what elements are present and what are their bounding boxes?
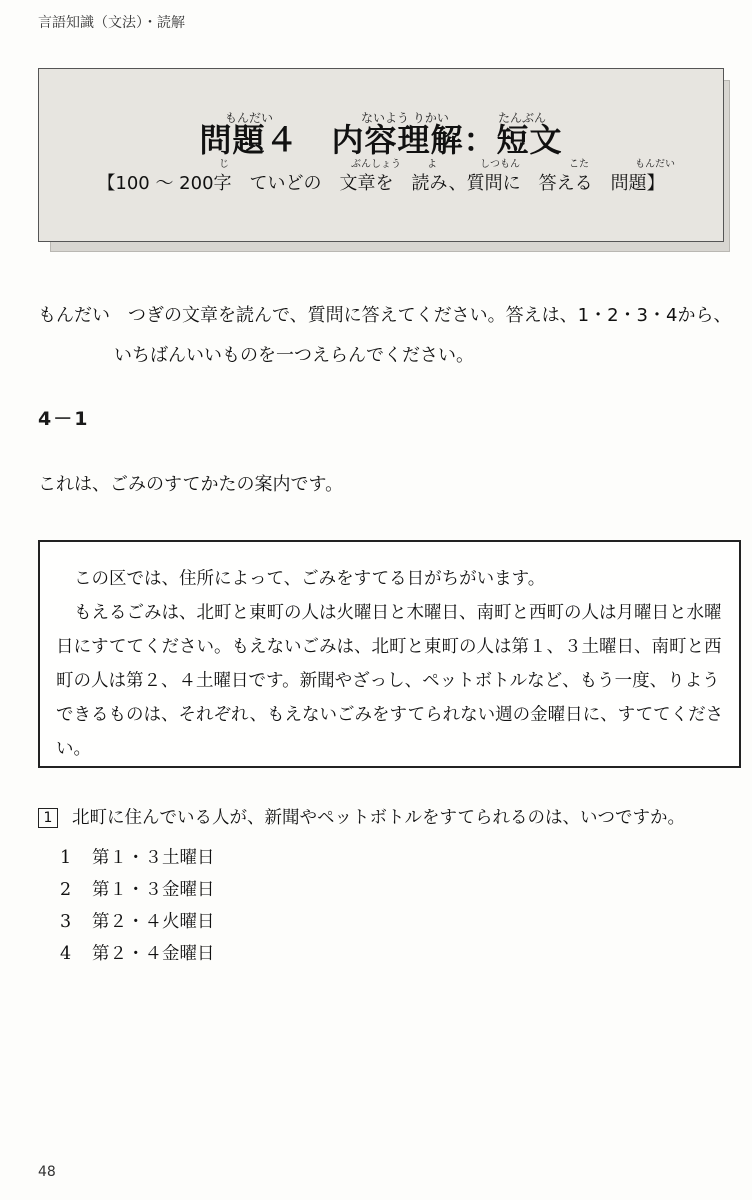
section-title: 問題４ 内容理解：短文 — [199, 121, 563, 159]
answer-choices — [60, 842, 215, 970]
choice-2[interactable] — [60, 874, 215, 906]
page-number: 48 — [38, 1164, 56, 1180]
problem-number: 4－1 — [38, 408, 90, 430]
choice-text: 第２・４金曜日 — [92, 944, 215, 964]
notice-box — [38, 540, 741, 768]
choice-number: 1 — [60, 848, 72, 868]
furigana-naiyourikai: ないよう りかい — [361, 111, 449, 125]
furigana-mondai: もんだい — [225, 111, 274, 125]
furigana-bunshou: ぶんしょう — [351, 159, 401, 170]
furigana-ji: じ — [219, 159, 229, 170]
instruction-line-2: いちばんいいものを一つえらんでください。 — [114, 345, 474, 366]
question — [38, 804, 685, 829]
furigana-yo: よ — [427, 159, 437, 170]
section-subtitle: 【100 ～ 200字 ていどの 文章を 読み、質問に 答える 問題】 — [97, 173, 665, 194]
choice-text: 第１・３金曜日 — [92, 880, 215, 900]
notice-paragraph-1: この区では、住所によって、ごみをすてる日がちがいます。 — [74, 569, 546, 589]
choice-number: 4 — [60, 944, 72, 964]
instruction-line-1: もんだい つぎの文章を読んで、質問に答えてください。答えは、1・2・3・4から、 — [38, 305, 732, 326]
choice-text: 第１・３土曜日 — [92, 848, 215, 868]
passage-intro: これは、ごみのすてかたの案内です。 — [38, 474, 344, 495]
choice-text: 第２・４火曜日 — [92, 912, 215, 932]
question-number-box: 1 — [38, 808, 58, 828]
choice-number: 3 — [60, 912, 72, 932]
running-head: 言語知識（文法）・読解 — [38, 15, 185, 31]
instructions — [38, 296, 731, 376]
furigana-tanbun: たんぶん — [498, 111, 547, 125]
section-banner — [38, 68, 724, 242]
choice-4[interactable] — [60, 938, 215, 970]
notice-paragraph-2: もえるごみは、北町と東町の人は火曜日と木曜日、南町と西町の人は月曜日と水曜日にすててください。もえないごみは、北町と東町の人は第１、３土曜日、南町と西町の人は第２、４土曜日です。新聞やざっし、ペットボトルなど、もう一度、りようできるものは、それぞれ、もえないごみをすてられない週の金曜日に、すててください。 — [56, 603, 724, 759]
choice-1[interactable] — [60, 842, 215, 874]
furigana-mondai2: もんだい — [635, 159, 675, 170]
furigana-kota: こた — [569, 159, 589, 170]
furigana-shitsumon: しつもん — [480, 159, 520, 170]
choice-number: 2 — [60, 880, 72, 900]
choice-3[interactable] — [60, 906, 215, 938]
question-text: 北町に住んでいる人が、新聞やペットボトルをすてられるのは、いつですか。 — [72, 808, 686, 828]
notice-text — [56, 562, 726, 766]
